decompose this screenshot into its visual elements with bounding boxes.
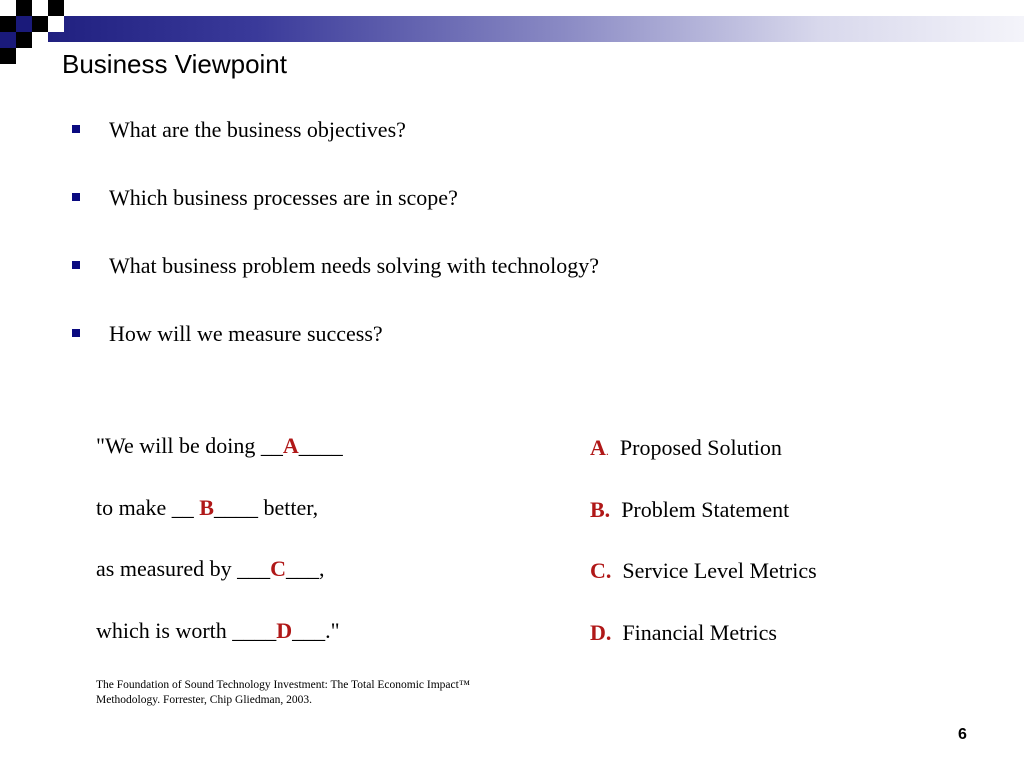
option-key: A — [590, 435, 606, 460]
option-label: Proposed Solution — [619, 435, 782, 460]
option-key: D. — [590, 619, 612, 645]
statement-line — [96, 615, 343, 677]
option-key: B. — [590, 496, 611, 522]
square-bullet-icon — [72, 193, 80, 201]
answer-options — [590, 432, 817, 678]
bullet-text: What are the business objectives? — [109, 117, 406, 142]
page-number: 6 — [958, 726, 967, 743]
statement-line — [96, 430, 343, 492]
page-title: Business Viewpoint — [62, 49, 287, 79]
option-item — [590, 555, 817, 617]
statement-text: ___." — [292, 617, 340, 643]
square-bullet-icon — [72, 125, 80, 133]
statement-line — [96, 553, 343, 615]
statement-text: which is worth ____ — [96, 617, 277, 643]
option-item — [590, 494, 817, 556]
bullet-text: Which business processes are in scope? — [109, 185, 458, 210]
blank-key: B — [199, 494, 214, 520]
blank-key: C — [270, 556, 287, 581]
statement-text: ____ — [298, 433, 343, 458]
statement-text: "We will be doing __ — [96, 433, 283, 458]
citation: The Foundation of Sound Technology Investment: The Total Economic Impact™ Methodology. Forrester, Chip Gliedman, 2003. — [96, 679, 471, 706]
option-separator: . — [605, 444, 609, 458]
option-item — [590, 617, 817, 679]
option-label: Service Level Metrics — [622, 558, 817, 583]
blank-key: D — [276, 617, 293, 643]
statement-text: to make __ — [96, 494, 200, 520]
statement-text: ___, — [286, 556, 325, 581]
statement-line — [96, 492, 343, 554]
option-key: C. — [590, 558, 612, 583]
square-bullet-icon — [72, 261, 80, 269]
bullet-text: How will we measure success? — [109, 321, 383, 346]
statement-text: as measured by ___ — [96, 556, 271, 581]
option-label: Problem Statement — [621, 496, 790, 522]
title-bar — [0, 16, 1024, 42]
option-label: Financial Metrics — [622, 619, 777, 645]
blank-key: A — [282, 433, 299, 458]
statement-text: ____ better, — [213, 494, 319, 520]
option-item — [590, 432, 817, 494]
square-bullet-icon — [72, 329, 80, 337]
fill-in-statement — [96, 430, 343, 676]
bullet-text: What business problem needs solving with technology? — [109, 253, 600, 278]
